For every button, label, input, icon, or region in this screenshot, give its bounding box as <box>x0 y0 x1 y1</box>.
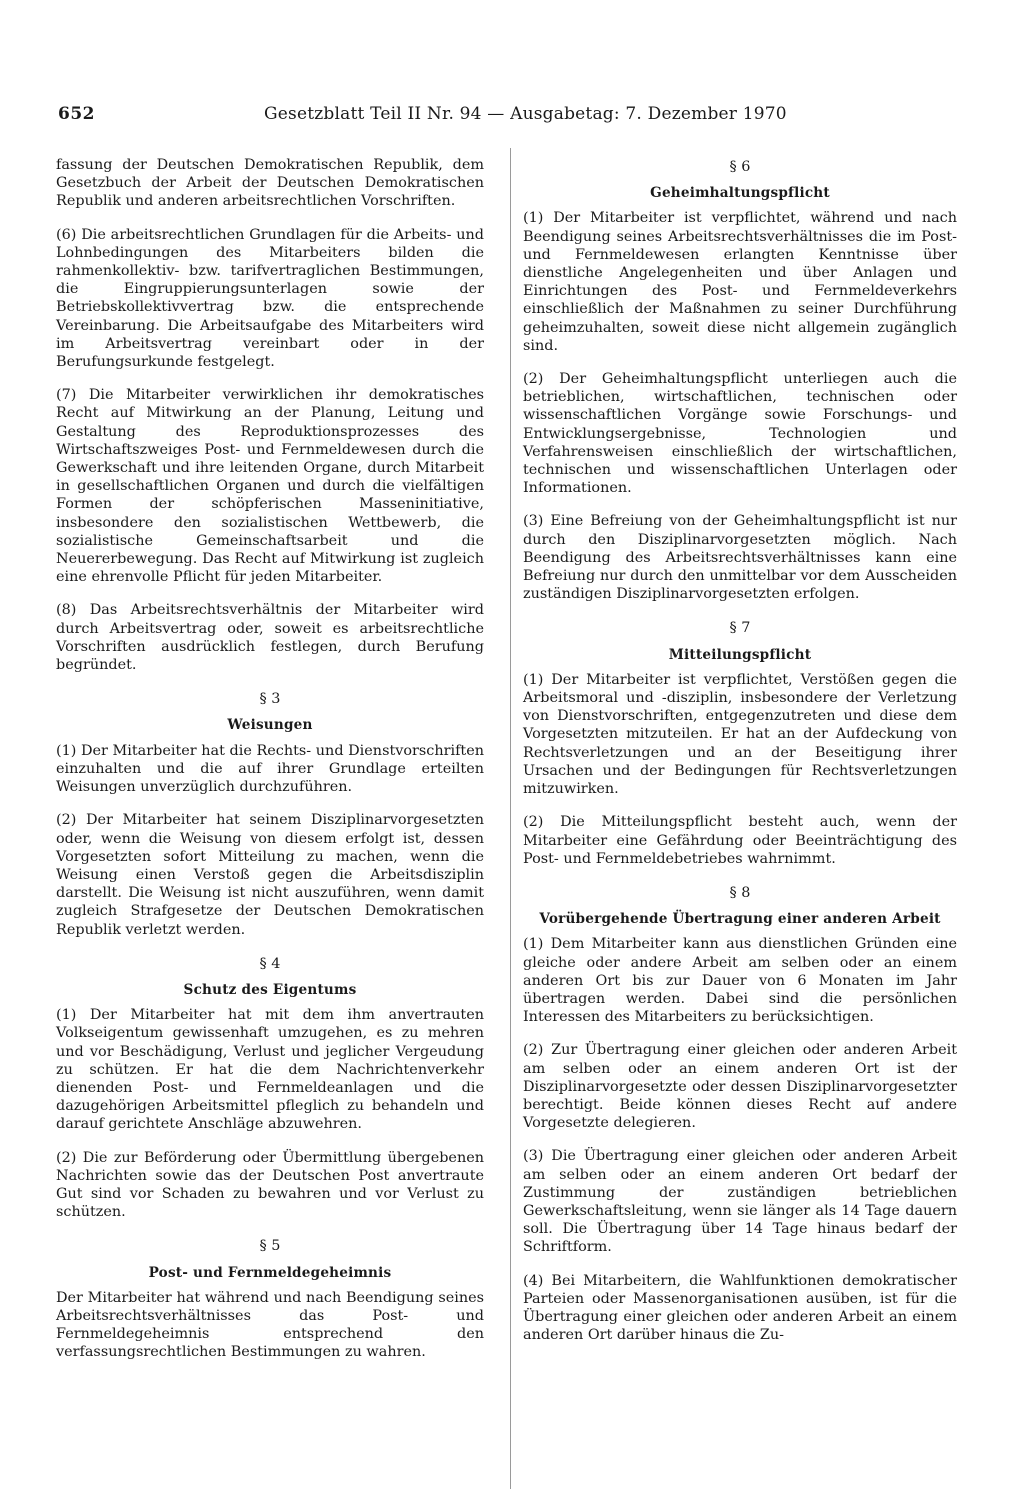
section-5-paragraph-1: Der Mitarbeiter hat während und nach Beendigung seines Arbeitsrechtsverhältnisses das Post- und Fernmeldegeheimnis entsprechend den verfassungsrechtlichen Bestimmungen zu wahren. <box>56 1289 484 1361</box>
section-3-number: § 3 <box>259 691 281 708</box>
section-8-title: Vorübergehende Übertragung einer anderen Arbeit <box>539 911 941 928</box>
paragraph-continuation: fassung der Deutschen Demokratischen Republik, dem Gesetzbuch der Arbeit der Deutschen Demokratischen Republik und anderen arbeitsrechtlichen Vorschriften. <box>56 157 484 210</box>
left-column <box>56 156 484 1377</box>
section-7-paragraph-2: (2) Die Mitteilungspflicht besteht auch, wenn der Mitarbeiter eine Gefährdung oder Beeinträchtigung des Post- und Fernmeldebetriebes wahrnimmt. <box>523 814 957 867</box>
section-3-paragraph-2: (2) Der Mitarbeiter hat seinem Disziplinarvorgesetzten oder, wenn die Weisung von diesem erfolgt ist, dessen Vorgesetzten sofort Mitteilung zu machen, wenn die Weisung einen Verstoß gegen die Arbeitsdisziplin darstellt. Die Weisung ist nicht auszuführen, wenn damit zugleich Strafgesetze der Deutschen Demokratischen Republik verletzt werden. <box>56 812 484 938</box>
right-column <box>523 156 957 1359</box>
section-4-paragraph-2: (2) Die zur Beförderung oder Übermittlung übergebenen Nachrichten sowie das der Deutschen Post anvertraute Gut sind vor Schaden zu bewahren und vor Verlust zu schützen. <box>56 1149 484 1221</box>
section-3-title: Weisungen <box>227 717 313 734</box>
section-6-paragraph-3: (3) Eine Befreiung von der Geheimhaltungspflicht ist nur durch den Disziplinarvorgesetzten möglich. Nach Beendigung des Arbeitsrechtsverhältnisses kann eine Befreiung nur durch den unmittelbar vor dem Ausscheiden zuständigen Disziplinarvorgesetzten erfolgen. <box>523 513 957 603</box>
section-4-number: § 4 <box>259 955 281 972</box>
section-8-paragraph-3: (3) Die Übertragung einer gleichen oder anderen Arbeit am selben oder an einem anderen Ort bedarf der Zustimmung der zuständigen betrieblichen Gewerkschaftsleitung, wenn sie länger als 14 Tage dauern soll. Die Übertragung über 14 Tage hinaus bedarf der Schriftform. <box>523 1148 957 1256</box>
section-6-title: Geheimhaltungspflicht <box>650 185 830 202</box>
section-7-paragraph-1: (1) Der Mitarbeiter ist verpflichtet, Verstößen gegen die Arbeitsmoral und -disziplin, insbesondere der Verletzung von Dienstvorschriften, entgegenzutreten und diese dem Vorgesetzten mitzuteilen. Er hat an der Aufdeckung von Rechtsverletzungen und an der Beseitigung ihrer Ursachen und der Bedingungen für Rechtsverletzungen mitzuwirken. <box>523 671 957 798</box>
section-4-title: Schutz des Eigentums <box>183 981 357 998</box>
section-3-paragraph-1: (1) Der Mitarbeiter hat die Rechts- und Dienstvorschriften einzuhalten und die auf ihrer Grundlage erteilten Weisungen unverzüglich durchzuführen. <box>56 742 484 796</box>
section-8-number: § 8 <box>729 884 751 901</box>
paragraph-7: (7) Die Mitarbeiter verwirklichen ihr demokratisches Recht auf Mitwirkung an der Planung, Leitung und Gestaltung des Reproduktionsprozesses des Wirtschaftszweiges Post- und Fernmeldewesen durch die Gewerkschaft und ihre leitenden Organe, durch Mitarbeit in gesellschaftlichen Organen und durch die vielfältigen Formen der schöpferischen Masseninitiative, insbesondere den sozialistischen Wettbewerb, die sozialistische Gemeinschaftsarbeit und die Neuererbewegung. Das Recht auf Mitwirkung ist zugleich eine ehrenvolle Pflicht für jeden Mitarbeiter. <box>56 387 484 586</box>
page-header <box>58 104 966 130</box>
section-8-paragraph-4: (4) Bei Mitarbeitern, die Wahlfunktionen demokratischer Parteien oder Massenorganisationen ausüben, ist für die Übertragung einer gleichen oder anderen Arbeit an einem anderen Ort darüber hinaus die Zu- <box>523 1272 957 1344</box>
section-7-number: § 7 <box>729 620 751 637</box>
page-number: 652 <box>58 104 95 124</box>
section-5-number: § 5 <box>259 1238 281 1255</box>
running-title: Gesetzblatt Teil II Nr. 94 — Ausgabetag: 7. Dezember 1970 <box>264 104 787 124</box>
section-6-paragraph-2: (2) Der Geheimhaltungspflicht unterliegen auch die betrieblichen, wirtschaftlichen, technischen oder wissenschaftlichen Vorgänge sowie Forschungs- und Entwicklungsergebnisse, Technologien und Verfahrensweisen einschließlich der wirtschaftlichen, technischen und wissenschaftlichen Unterlagen oder Informationen. <box>523 371 957 497</box>
section-7-title: Mitteilungspflicht <box>668 646 812 663</box>
paragraph-6: (6) Die arbeitsrechtlichen Grundlagen für die Arbeits- und Lohnbedingungen des Mitarbeiters bilden die rahmenkollektiv- bzw. tarifvertraglichen Bestimmungen, die Eingruppierungsunterlagen sowie der Betriebskollektivvertrag bzw. die entsprechende Vereinbarung. Die Arbeitsaufgabe des Mitarbeiters wird im Arbeitsvertrag vereinbart oder in der Berufungsurkunde festgelegt. <box>56 226 484 371</box>
section-8-paragraph-2: (2) Zur Übertragung einer gleichen oder anderen Arbeit am selben oder an einem anderen Ort ist der Disziplinarvorgesetzte oder dessen Disziplinarvorgesetzter berechtigt. Beide können dieses Recht auf andere Vorgesetzte delegieren. <box>523 1042 957 1132</box>
section-8-paragraph-1: (1) Dem Mitarbeiter kann aus dienstlichen Gründen eine gleiche oder andere Arbeit am selben oder an einem anderen Ort bis zur Dauer von 6 Monaten im Jahr übertragen werden. Dabei sind die persönlichen Interessen des Mitarbeiters zu berücksichtigen. <box>523 936 957 1026</box>
column-divider <box>510 148 511 1489</box>
section-4-paragraph-1: (1) Der Mitarbeiter hat mit dem ihm anvertrauten Volkseigentum gewissenhaft umzugehen, es zu mehren und vor Beschädigung, Verlust und jeglicher Vergeudung zu schützen. Er hat die dem Nachrichtenverkehr dienenden Post- und Fernmeldeanlagen und die dazugehörigen Arbeitsmittel pfleglich zu behandeln und darauf gerichtete Anschläge abzuwehren. <box>56 1007 484 1133</box>
paragraph-8: (8) Das Arbeitsrechtsverhältnis der Mitarbeiter wird durch Arbeitsvertrag oder, soweit es arbeitsrechtliche Vorschriften ausdrücklich festlegen, durch Berufung begründet. <box>56 602 484 674</box>
section-6-number: § 6 <box>729 159 751 175</box>
section-5-title: Post- und Fernmeldegeheimnis <box>148 1264 392 1281</box>
section-6-paragraph-1: (1) Der Mitarbeiter ist verpflichtet, während und nach Beendigung seines Arbeitsrechtsverhältnisses die im Post- und Fernmeldewesen erlangten Kenntnisse über dienstliche Angelegenheiten und über Anlagen und Einrichtungen des Post- und Fernmeldeverkehrs einschließlich der Maßnahmen zu seiner Durchführung geheimzuhalten, soweit diese nicht allgemein zugänglich sind. <box>523 210 957 354</box>
